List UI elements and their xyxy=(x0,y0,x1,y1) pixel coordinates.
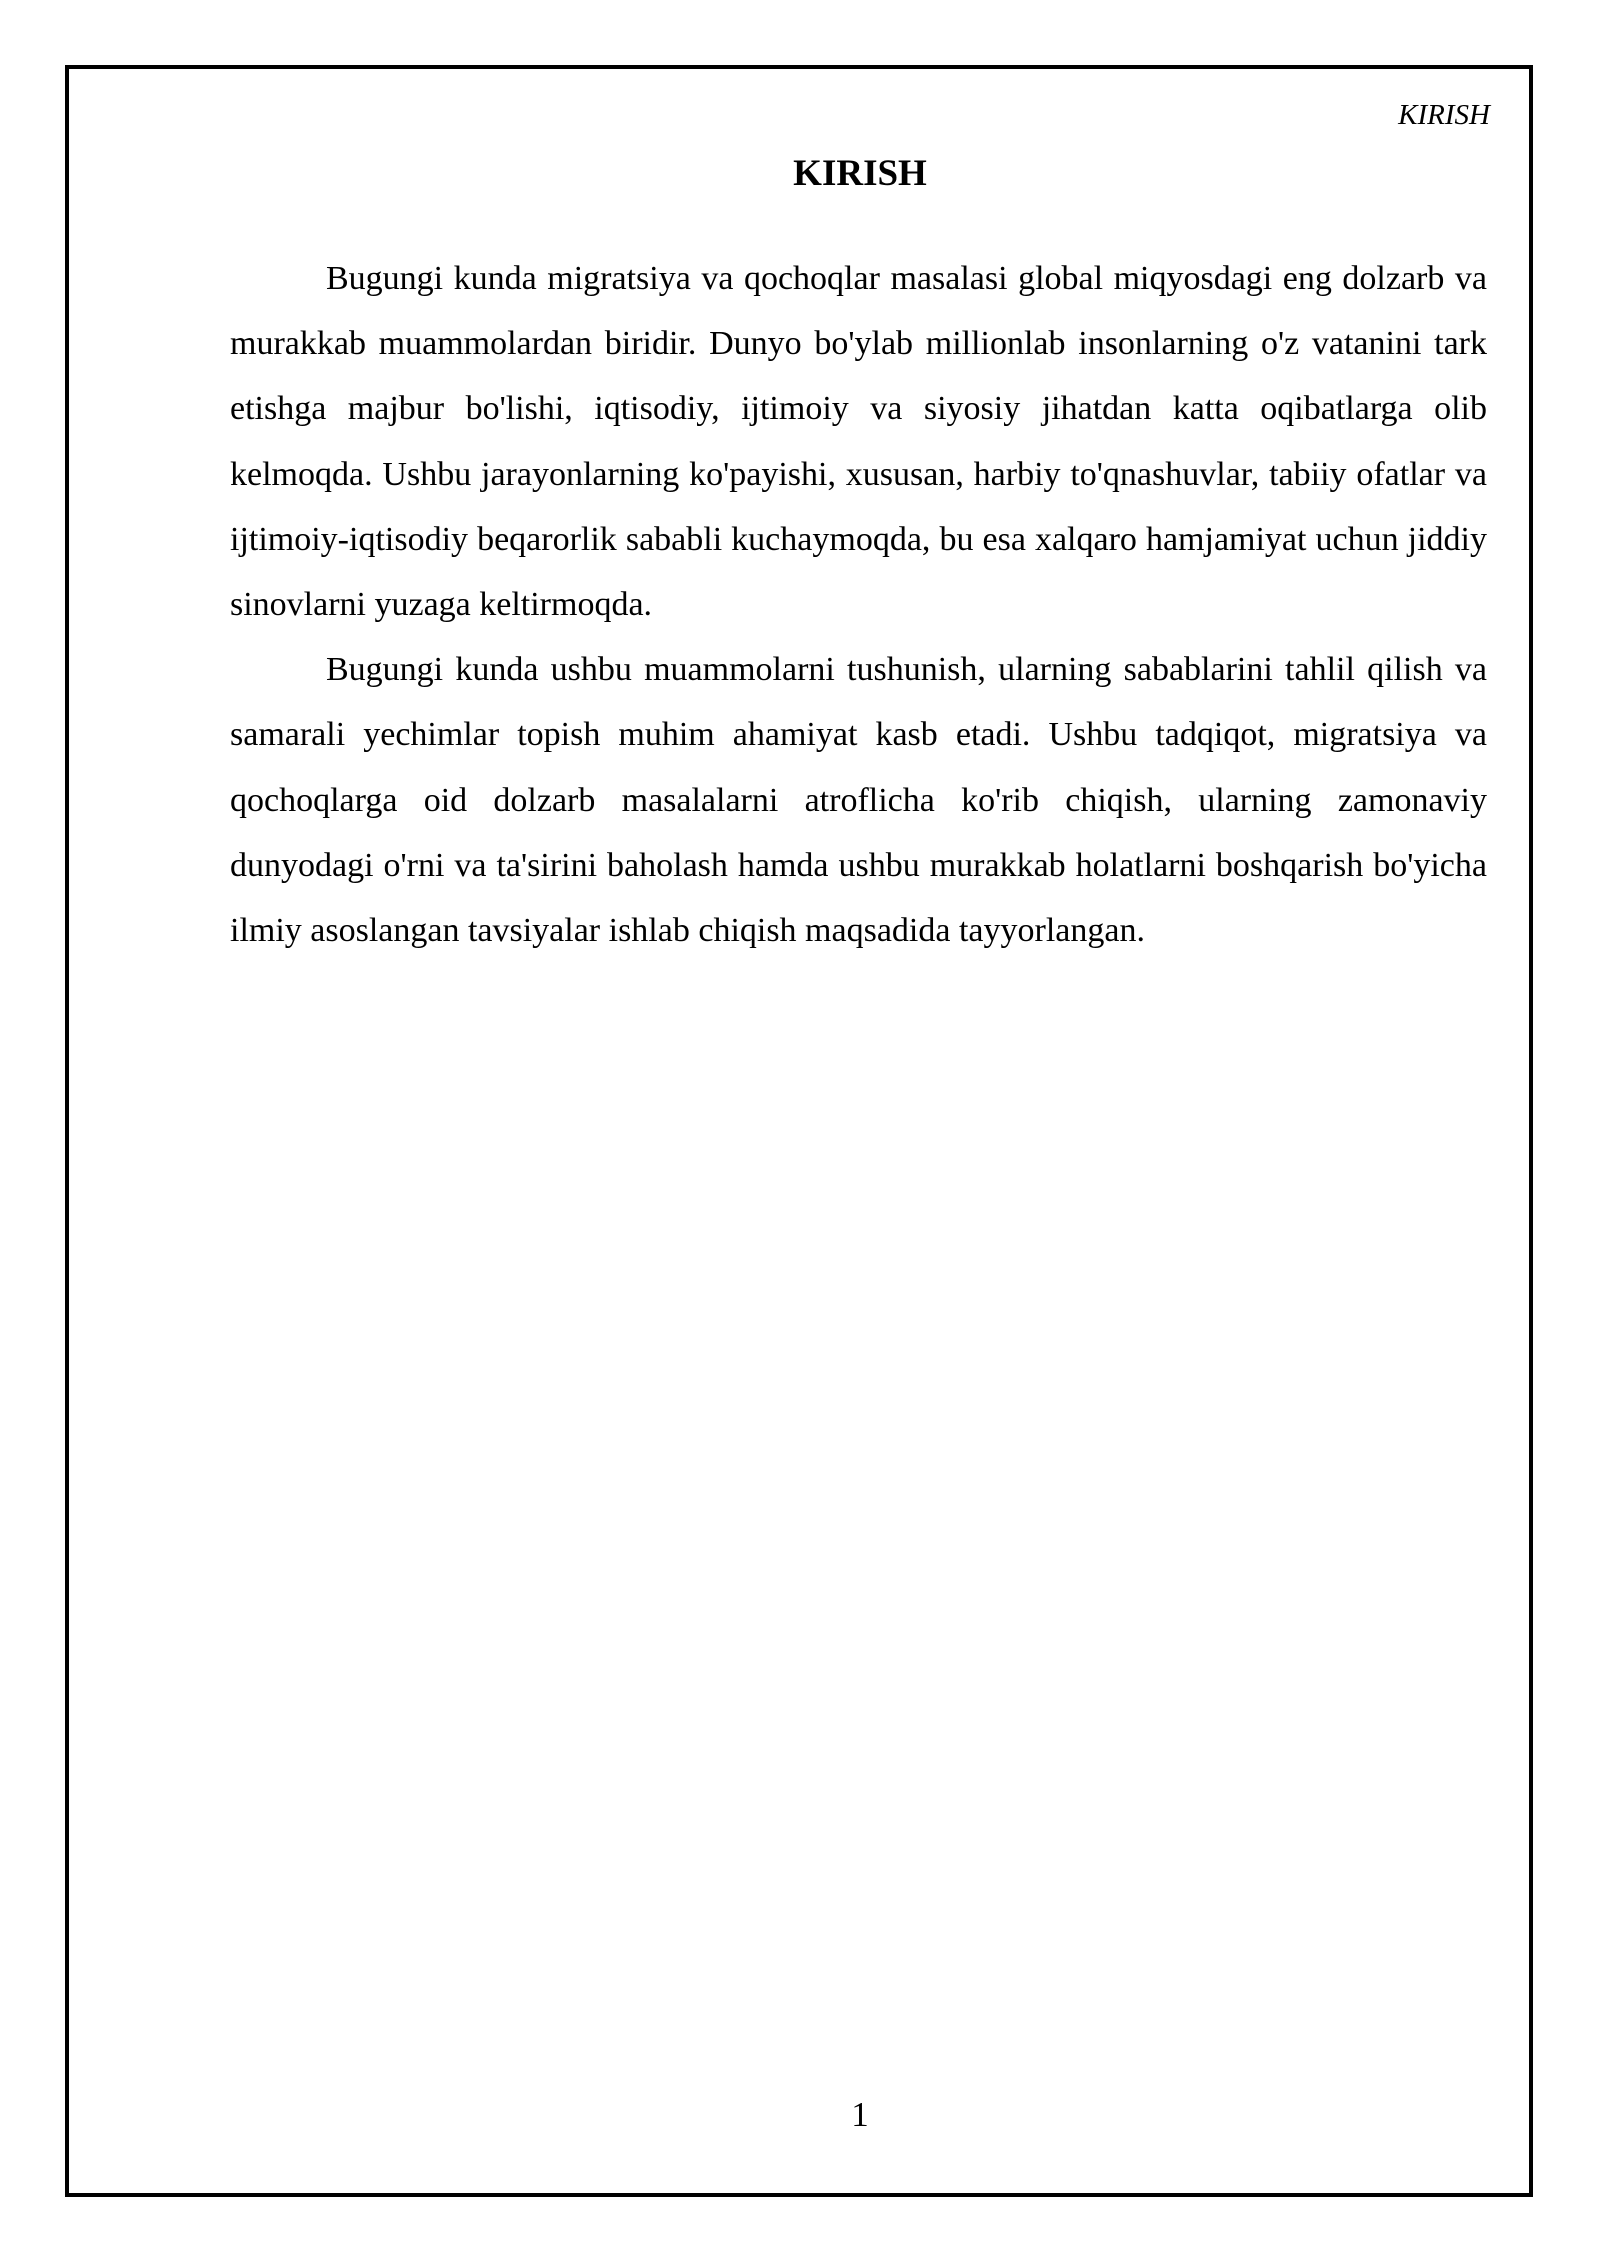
page-number: 1 xyxy=(851,2095,869,2134)
paragraph-1: Bugungi kunda migratsiya va qochoqlar masalasi global miqyosdagi eng dolzarb va murakkab muammolardan biridir. Dunyo bo'ylab millionlab insonlarning o'z vatanini tark etishga majbur bo'lishi, iqtisodiy, ijtimoiy va siyosiy jihatdan katta oqibatlarga olib kelmoqda. Ushbu jarayonlarning ko'payishi, xususan, harbiy to'qnashuvlar, tabiiy ofatlar va ijtimoiy-iqtisodiy beqarorlik sababli kuchaymoqda, bu esa xalqaro hamjamiyat uchun jiddiy sinovlarni yuzaga keltirmoqda. xyxy=(230,260,1487,624)
page-title: KIRISH xyxy=(793,153,927,194)
paragraph-2: Bugungi kunda ushbu muammolarni tushunish, ularning sabablarini tahlil qilish va samarali yechimlar topish muhim ahamiyat kasb etadi. Ushbu tadqiqot, migratsiya va qochoqlarga oid dolzarb masalalarni atroflicha ko'rib chiqish, ularning zamonaviy dunyodagi o'rni va ta'sirini baholash hamda ushbu murakkab holatlarni boshqarish bo'yicha ilmiy asoslangan tavsiyalar ishlab chiqish maqsadida tayyorlangan. xyxy=(230,651,1487,950)
body-text xyxy=(230,246,1487,963)
running-header: KIRISH xyxy=(1398,99,1490,131)
